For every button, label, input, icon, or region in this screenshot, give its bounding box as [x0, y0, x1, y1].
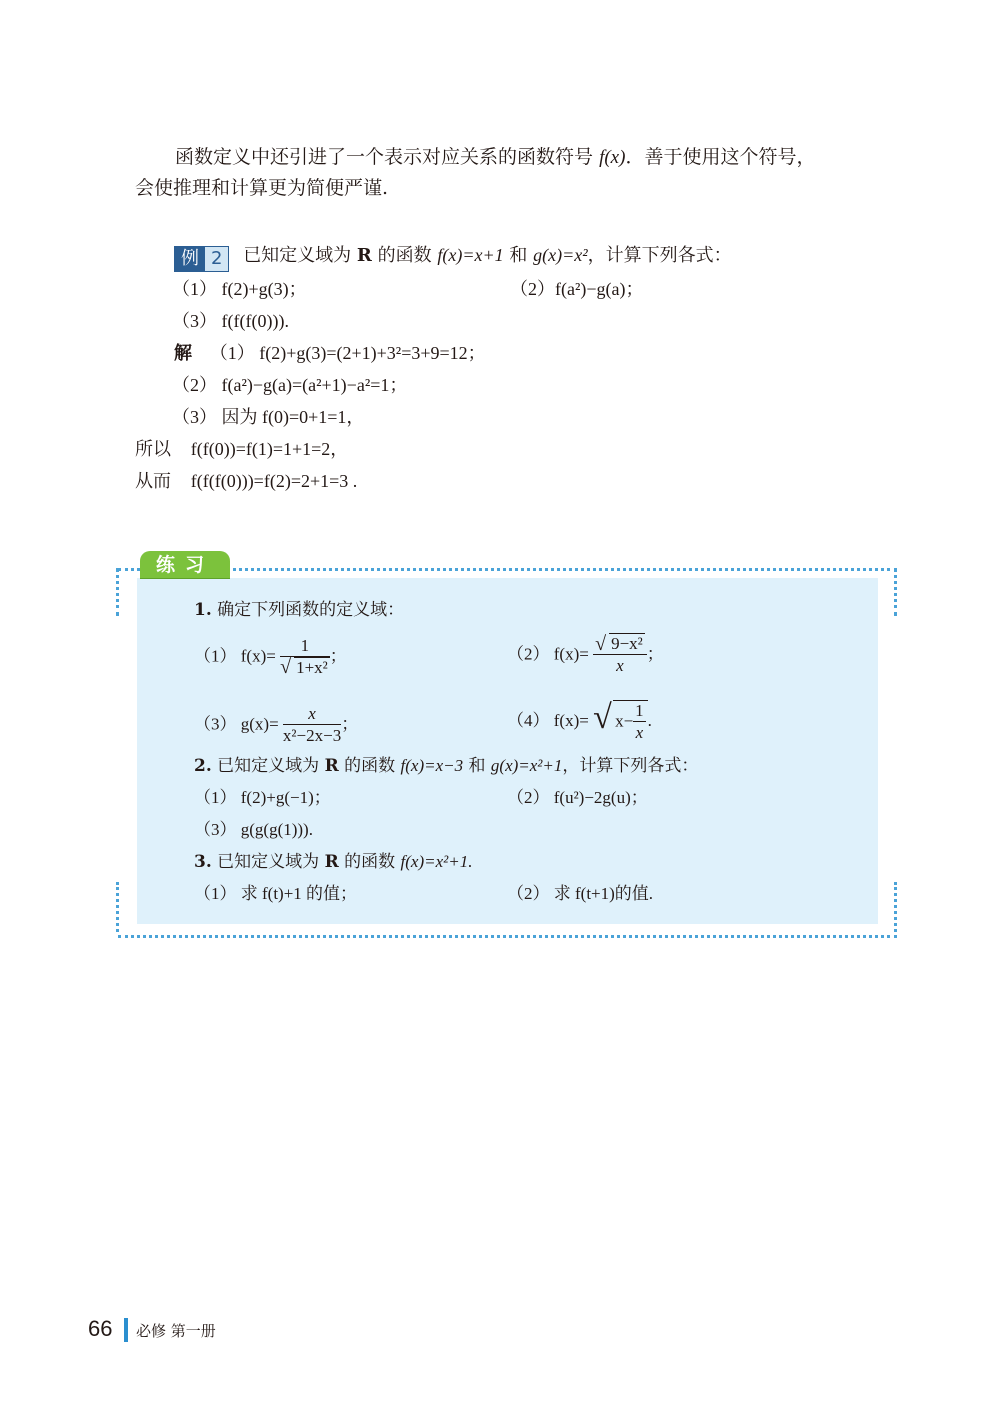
practice-1-part-2: （2） f(x)= √ 9−x² x ；: [507, 633, 664, 675]
practice-item-1: 1. 确定下列函数的定义域：: [194, 600, 405, 620]
sqrt-icon: √ 1+x²: [280, 656, 328, 678]
fraction: 1 √ 1+x²: [280, 636, 328, 678]
example-question-3: （3） f(f(f(0))).: [172, 311, 289, 331]
fx-symbol: f(x): [599, 147, 626, 168]
solution-line-4: 所以 f(f(0))=f(1)=1+1=2，: [135, 439, 349, 460]
sqrt-icon: √ 9−x²: [595, 633, 643, 655]
footer-divider: [124, 1318, 128, 1342]
example-statement: 例 2 已知定义域为 R 的函数 f(x)=x+1 和 g(x)=x²，计算下列各式：: [174, 240, 732, 272]
solution-label: 解: [174, 343, 192, 364]
example-badge: [174, 246, 229, 272]
solution-line-3: （3） 因为 f(0)=0+1=1，: [172, 407, 365, 427]
fraction: $\frac{x}{\text{x²−2x−3}}$: [282, 704, 342, 745]
practice-2-part-3: （3） g(g(g(1))).: [194, 820, 313, 839]
solution-line-5: 从而 f(f(f(0)))=f(2)=2+1=3 .: [135, 471, 358, 492]
practice-border-right-bottom: [894, 882, 897, 932]
practice-border-right-top: [894, 568, 897, 616]
example-badge-number: 2: [205, 247, 228, 271]
practice-1-part-4: （4） f(x)= √ x− $\frac{1}{x}$ .: [507, 699, 652, 742]
example-badge-label: 例: [175, 247, 205, 271]
practice-border-left-bottom: [116, 882, 119, 932]
practice-item-3: 3. 已知定义域为 R 的函数 f(x)=x²+1.: [194, 852, 473, 872]
fraction: $\frac{1}{x}$: [635, 701, 644, 742]
practice-1-part-3: （3） g(x)= $\frac{x}{\text{x²−2x−3}}$ ；: [194, 704, 359, 745]
page-number: 66: [88, 1316, 113, 1341]
practice-tab: 练习: [140, 551, 230, 579]
practice-2-part-1: （1） f(2)+g(−1)；: [194, 788, 331, 807]
solution-line-1: 解 （1） f(2)+g(3)=(2+1)+3²=3+9=12；: [174, 343, 486, 364]
practice-3-part-2: （2） 求 f(t+1)的值.: [507, 884, 654, 903]
practice-item-2: 2. 已知定义域为 R 的函数 f(x)=x−3 和 g(x)=x²+1，计算下列各式：: [194, 756, 699, 776]
practice-3-part-1: （1） 求 f(t)+1 的值；: [194, 884, 358, 903]
intro-line-1: 函数定义中还引进了一个表示对应关系的函数符号 f(x)．善于使用这个符号，: [175, 146, 816, 168]
solution-line-2: （2） f(a²)−g(a)=(a²+1)−a²=1；: [172, 375, 408, 395]
intro-line-2: 会使推理和计算更为简便严谨.: [135, 177, 389, 199]
practice-1-part-1: （1） f(x)= 1 √ 1+x² ；: [194, 636, 347, 678]
sqrt-icon: √ x− $\frac{1}{x}$: [593, 700, 648, 744]
practice-2-part-2: （2） f(u²)−2g(u)；: [507, 788, 648, 807]
example-question-1: （1） f(2)+g(3)；: [172, 279, 307, 299]
example-question-2: （2）f(a²)−g(a)；: [510, 279, 644, 299]
practice-border-left-top: [116, 568, 119, 616]
book-title: 必修 第一册: [136, 1322, 216, 1340]
fraction: √ 9−x² x: [593, 634, 647, 677]
